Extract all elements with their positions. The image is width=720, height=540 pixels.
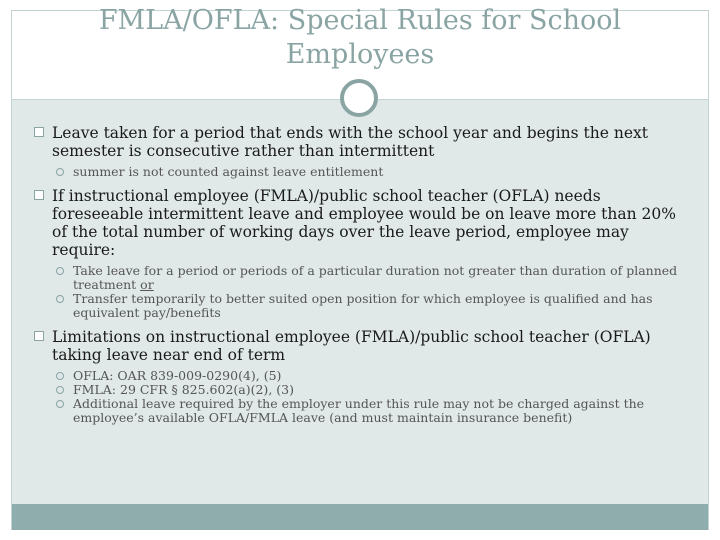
sub-bullet	[34, 292, 684, 320]
ring-bullet-icon	[56, 372, 64, 380]
bullet-1-text: Leave taken for a period that ends with the school year and begins the next semester is consecutive rather than intermittent	[52, 124, 648, 160]
sub-bullet-text: OFLA: OAR 839-009-0290(4), (5)	[73, 368, 282, 383]
ring-bullet-icon	[56, 400, 64, 408]
title-line-2: Employees	[285, 39, 435, 70]
sub-bullet	[34, 369, 684, 383]
bullet-2	[34, 187, 684, 259]
sub-bullet-text: summer is not counted against leave entitlement	[73, 164, 384, 179]
footer-bar	[12, 504, 708, 530]
sub-bullet	[34, 383, 684, 397]
ring-bullet-icon	[56, 267, 64, 275]
sub-bullet-text: Transfer temporarily to better suited open position for which employee is qualified and has equivalent pay/benefits	[73, 291, 653, 320]
ring-bullet-icon	[56, 386, 64, 394]
sub-bullet-text: Take leave for a period or periods of a particular duration not greater than duration of planned treatment	[73, 263, 678, 292]
sub-bullet	[34, 264, 684, 292]
bullet-2-subs	[34, 264, 684, 320]
title-line-1: FMLA/OFLA: Special Rules for School	[98, 5, 622, 36]
sub-bullet-underlined-word: or	[140, 277, 154, 292]
bullet-3	[34, 328, 684, 364]
circle-ornament-icon	[340, 79, 378, 117]
sub-bullet	[34, 397, 684, 425]
ring-bullet-icon	[56, 168, 64, 176]
sub-bullet-text: FMLA: 29 CFR § 825.602(a)(2), (3)	[73, 382, 294, 397]
slide-title	[12, 4, 708, 72]
bullet-2-text: If instructional employee (FMLA)/public school teacher (OFLA) needs foreseeable intermittent leave and employee would be on leave more than 20% of the total number of working days over the leave period, employee may require:	[52, 187, 676, 259]
square-bullet-icon	[34, 331, 44, 341]
sub-bullet	[34, 165, 684, 179]
square-bullet-icon	[34, 127, 44, 137]
bullet-1	[34, 124, 684, 160]
square-bullet-icon	[34, 190, 44, 200]
ring-bullet-icon	[56, 295, 64, 303]
bullet-1-subs	[34, 165, 684, 179]
bullet-3-text: Limitations on instructional employee (FMLA)/public school teacher (OFLA) taking leave near end of term	[52, 328, 651, 364]
bullet-3-subs	[34, 369, 684, 425]
slide-content	[34, 124, 684, 433]
sub-bullet-text: Additional leave required by the employer under this rule may not be charged against the employee’s available OFLA/FMLA leave (and must maintain insurance benefit)	[73, 396, 645, 425]
